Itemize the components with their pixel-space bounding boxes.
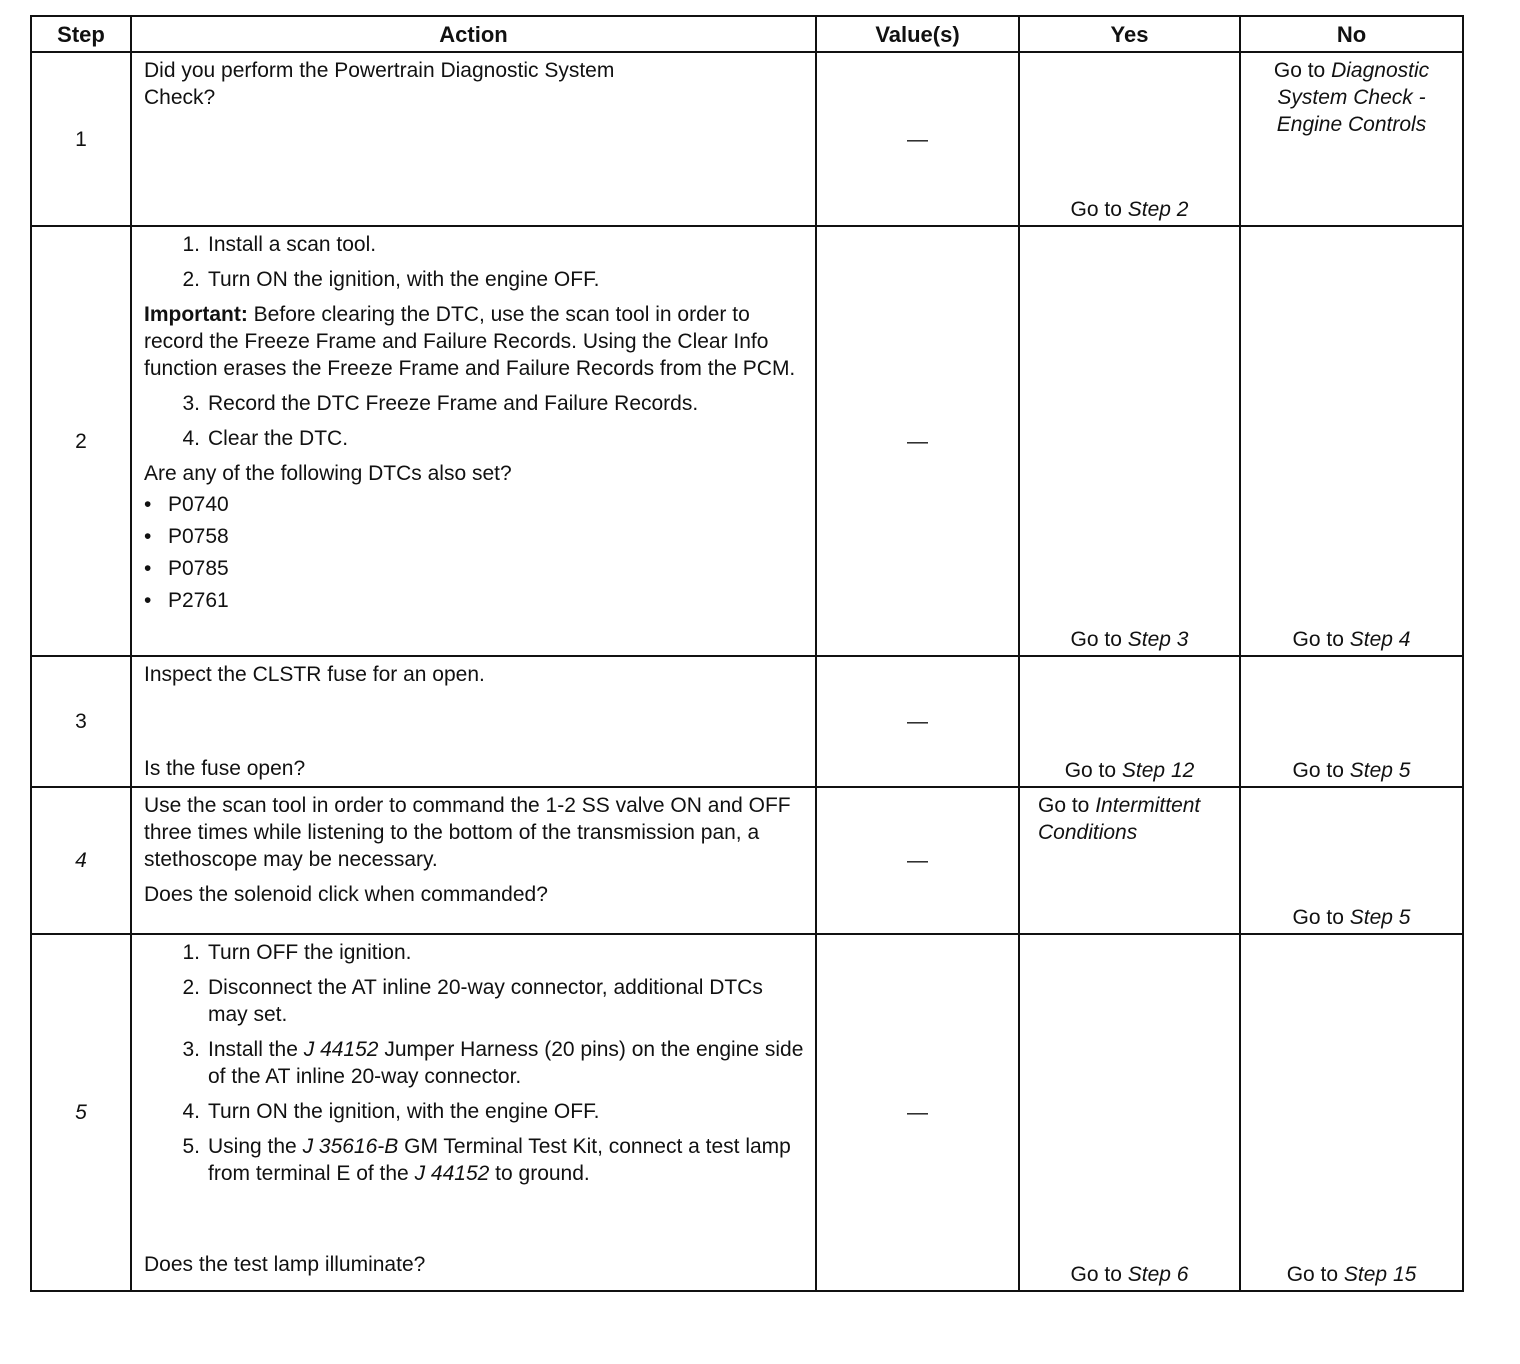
step-list [144, 231, 805, 293]
header-yes: Yes [1019, 16, 1240, 52]
header-row [31, 16, 1463, 52]
action-text: Inspect the CLSTR fuse for an open. [144, 663, 485, 686]
step-number: 4 [31, 787, 131, 934]
no-link[interactable]: Go to Step 4 [1292, 628, 1411, 651]
action-text: Use the scan tool in order to command the 1-2 SS valve ON and OFF three times while listening to the bottom of the transmission pan, a stethoscope may be necessary. [144, 794, 791, 871]
yes-link[interactable]: Go to Step 2 [1070, 198, 1189, 221]
value-dash: — [907, 849, 928, 872]
list-item: 2. Turn ON the ignition, with the engine OFF. [182, 268, 600, 291]
diagnostic-table [30, 15, 1464, 1292]
yes-cell [1019, 226, 1240, 656]
question-text: Is the fuse open? [144, 757, 306, 780]
value-dash: — [907, 429, 928, 453]
question-text: Does the test lamp illuminate? [144, 1253, 426, 1276]
value-cell [816, 656, 1019, 787]
value-cell [816, 934, 1019, 1291]
step-list [144, 939, 805, 1195]
action-cell [131, 52, 816, 226]
dtc-list [144, 491, 805, 614]
tool-ref: J 35616-B [302, 1135, 399, 1158]
no-link[interactable]: Go to Diagnostic System Check - Engine Controls [1273, 59, 1430, 136]
tool-ref: J 44152 [303, 1038, 379, 1061]
list-item: 1. Turn OFF the ignition. [182, 941, 412, 964]
no-cell [1240, 226, 1463, 656]
list-item: 3. Install the J 44152 Jumper Harness (20 pins) on the engine side of the AT inline 20-way connector. [182, 1038, 804, 1088]
value-dash: — [907, 710, 928, 733]
step-number: 1 [31, 52, 131, 226]
dtc-item: • P0785 [144, 555, 805, 582]
yes-link[interactable]: Go to Step 12 [1064, 759, 1195, 782]
no-link[interactable]: Go to Step 5 [1292, 759, 1411, 782]
question-text: Does the solenoid click when commanded? [144, 883, 548, 906]
yes-link[interactable]: Go to Step 3 [1070, 628, 1189, 651]
list-item: 4. Turn ON the ignition, with the engine OFF. [182, 1100, 600, 1123]
step-number: 2 [31, 226, 131, 656]
list-item: 5. Using the J 35616-B GM Terminal Test Kit, connect a test lamp from terminal E of the J 44152 to ground. [182, 1135, 791, 1185]
tool-ref: J 44152 [414, 1162, 490, 1185]
step-number: 5 [31, 934, 131, 1291]
no-link[interactable]: Go to Step 15 [1286, 1263, 1417, 1286]
list-item: 1. Install a scan tool. [182, 233, 377, 256]
header-step: Step [31, 16, 131, 52]
list-item: 3. Record the DTC Freeze Frame and Failure Records. [182, 392, 699, 415]
important-note: Important: Before clearing the DTC, use the scan tool in order to record the Freeze Frame and Failure Records. Using the Clear Info function erases the Freeze Frame and Failure Records from the PCM. [144, 303, 796, 380]
yes-cell [1019, 934, 1240, 1291]
yes-cell [1019, 656, 1240, 787]
table-row [31, 934, 1463, 1291]
no-cell [1240, 52, 1463, 226]
no-cell [1240, 934, 1463, 1291]
yes-link[interactable]: Go to Step 6 [1070, 1263, 1189, 1286]
value-cell [816, 226, 1019, 656]
step-number: 3 [31, 656, 131, 787]
yes-link[interactable]: Go to Intermittent Conditions [1038, 794, 1201, 844]
table-row [31, 226, 1463, 656]
action-cell [131, 226, 816, 656]
no-link[interactable]: Go to Step 5 [1292, 906, 1411, 929]
action-cell [131, 787, 816, 934]
list-item: 4. Clear the DTC. [182, 427, 349, 450]
action-text: Did you perform the Powertrain Diagnostic System Check? [144, 59, 615, 109]
table-row [31, 787, 1463, 934]
no-cell [1240, 656, 1463, 787]
header-action: Action [131, 16, 816, 52]
value-dash: — [907, 1101, 928, 1124]
table-row [31, 52, 1463, 226]
no-cell [1240, 787, 1463, 934]
step-list [144, 390, 805, 452]
list-item: 2. Disconnect the AT inline 20-way connector, additional DTCs may set. [182, 976, 763, 1026]
value-cell [816, 52, 1019, 226]
table-row [31, 656, 1463, 787]
dtc-item: • P0758 [144, 523, 805, 550]
yes-cell [1019, 52, 1240, 226]
dtc-item: • P2761 [144, 587, 805, 614]
dtc-item: • P0740 [144, 491, 805, 518]
question-text: Are any of the following DTCs also set? [144, 462, 512, 485]
value-dash: — [907, 127, 928, 151]
action-cell [131, 656, 816, 787]
value-cell [816, 787, 1019, 934]
action-cell [131, 934, 816, 1291]
header-values: Value(s) [816, 16, 1019, 52]
header-no: No [1240, 16, 1463, 52]
yes-cell [1019, 787, 1240, 934]
